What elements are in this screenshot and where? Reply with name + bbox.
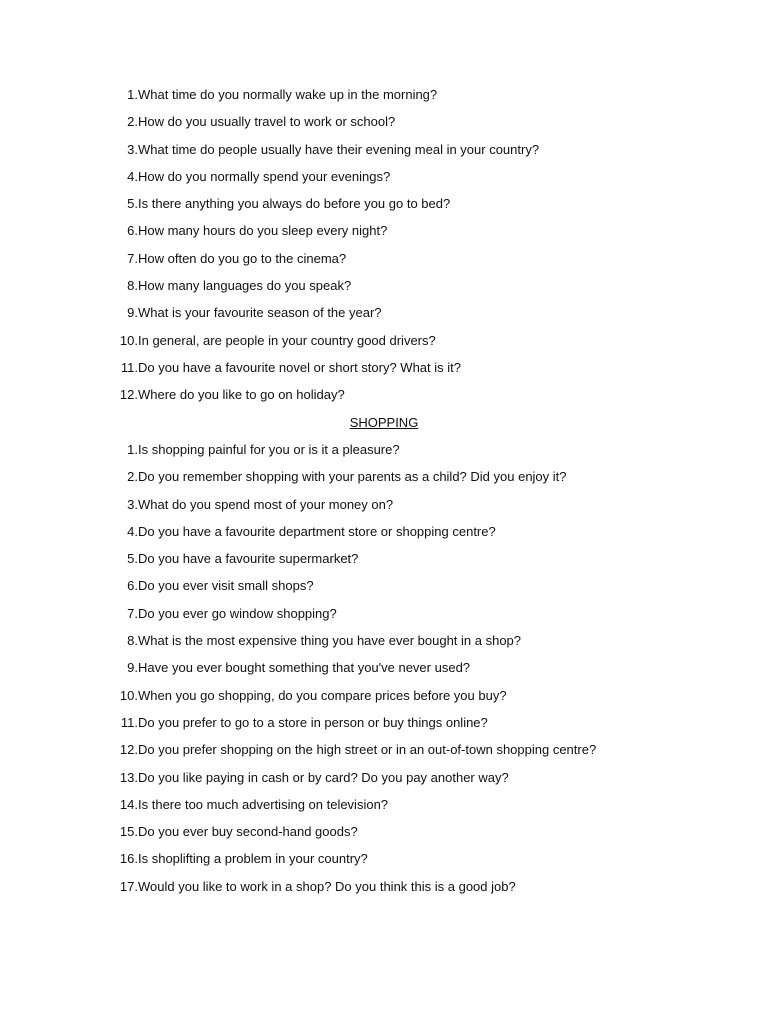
- item-number: 4.: [127, 523, 138, 539]
- item-text: Is there too much advertising on television?: [138, 796, 389, 812]
- list-item: [108, 660, 708, 687]
- list-item: [108, 606, 708, 633]
- item-text: What is the most expensive thing you have ever bought in a shop?: [138, 633, 522, 649]
- item-number: 2.: [127, 114, 138, 130]
- item-number: 9.: [127, 305, 138, 321]
- item-text: Do you have a favourite department store or shopping centre?: [138, 523, 496, 539]
- list-item: [108, 551, 708, 578]
- item-number: 8.: [127, 633, 138, 649]
- shopping-questions-list: [108, 442, 708, 906]
- list-item: [108, 333, 708, 360]
- daily-questions-list: [108, 87, 708, 415]
- list-item: [108, 770, 708, 797]
- list-item: [108, 251, 708, 278]
- list-item: [108, 497, 708, 524]
- list-item: [108, 824, 708, 851]
- list-item: [108, 278, 708, 305]
- list-item: [108, 196, 708, 223]
- list-item: [108, 142, 708, 169]
- item-number: 5.: [127, 551, 138, 567]
- list-item: [108, 742, 708, 769]
- list-item: [108, 688, 708, 715]
- list-item: [108, 114, 708, 141]
- item-text: Do you like paying in cash or by card? Do you pay another way?: [138, 769, 509, 785]
- list-item: [108, 797, 708, 824]
- item-text: How often do you go to the cinema?: [138, 250, 347, 266]
- item-number: 7.: [127, 605, 138, 621]
- item-text: Would you like to work in a shop? Do you think this is a good job?: [138, 878, 516, 894]
- list-item: [108, 851, 708, 878]
- item-text: Do you ever visit small shops?: [138, 578, 314, 594]
- item-number: 10.: [119, 687, 138, 703]
- item-text: Is shopping painful for you or is it a pleasure?: [138, 442, 400, 457]
- item-text: Do you have a favourite supermarket?: [138, 551, 359, 567]
- item-number: 11.: [120, 714, 138, 730]
- item-text: How do you usually travel to work or school?: [138, 114, 396, 130]
- item-text: What time do people usually have their evening meal in your country?: [138, 141, 540, 157]
- list-item: [108, 578, 708, 605]
- item-number: 13.: [119, 769, 138, 785]
- item-number: 10.: [119, 332, 138, 348]
- item-text: Do you prefer shopping on the high street or in an out-of-town shopping centre?: [138, 742, 597, 758]
- item-number: 7.: [127, 250, 138, 266]
- list-item: [108, 223, 708, 250]
- item-text: Is there anything you always do before you go to bed?: [138, 196, 451, 212]
- item-number: 14.: [119, 796, 138, 812]
- item-number: 2.: [127, 469, 138, 485]
- item-number: 1.: [127, 442, 138, 457]
- item-text: Do you have a favourite novel or short story? What is it?: [138, 359, 461, 375]
- item-number: 16.: [119, 851, 138, 867]
- shopping-heading: SHOPPING: [349, 415, 419, 430]
- item-number: 3.: [127, 496, 138, 512]
- item-text: In general, are people in your country good drivers?: [138, 332, 436, 348]
- list-item: [108, 360, 708, 387]
- list-item: [108, 879, 708, 906]
- list-item: [108, 442, 708, 469]
- item-number: 5.: [127, 196, 138, 212]
- list-item: [108, 169, 708, 196]
- item-text: How many languages do you speak?: [138, 278, 352, 294]
- item-text: Do you ever go window shopping?: [138, 605, 337, 621]
- item-number: 3.: [127, 141, 138, 157]
- item-number: 6.: [127, 578, 138, 594]
- item-number: 9.: [127, 660, 138, 676]
- item-text: Do you remember shopping with your parents as a child? Did you enjoy it?: [138, 469, 567, 485]
- list-item: [108, 305, 708, 332]
- list-item: [108, 633, 708, 660]
- list-item: [108, 715, 708, 742]
- item-text: What time do you normally wake up in the morning?: [138, 87, 438, 102]
- item-text: What do you spend most of your money on?: [138, 496, 394, 512]
- item-text: Is shoplifting a problem in your country?: [138, 851, 368, 867]
- list-item: [108, 524, 708, 551]
- item-number: 6.: [127, 223, 138, 239]
- item-number: 11.: [120, 359, 138, 375]
- item-text: Have you ever bought something that you've never used?: [138, 660, 471, 676]
- item-number: 12.: [119, 387, 138, 403]
- item-text: Where do you like to go on holiday?: [138, 387, 345, 403]
- item-text: What is your favourite season of the year?: [138, 305, 382, 321]
- item-text: How do you normally spend your evenings?: [138, 168, 391, 184]
- item-number: 4.: [127, 168, 138, 184]
- list-item: [108, 387, 708, 414]
- item-number: 12.: [119, 742, 138, 758]
- list-item: [108, 469, 708, 496]
- item-number: 1.: [127, 87, 138, 102]
- item-text: How many hours do you sleep every night?: [138, 223, 388, 239]
- item-text: Do you prefer to go to a store in person or buy things online?: [138, 714, 488, 730]
- item-text: When you go shopping, do you compare prices before you buy?: [138, 687, 507, 703]
- list-item: [108, 87, 708, 114]
- item-number: 17.: [119, 878, 138, 894]
- item-number: 8.: [127, 278, 138, 294]
- item-number: 15.: [119, 824, 138, 840]
- item-text: Do you ever buy second-hand goods?: [138, 824, 358, 840]
